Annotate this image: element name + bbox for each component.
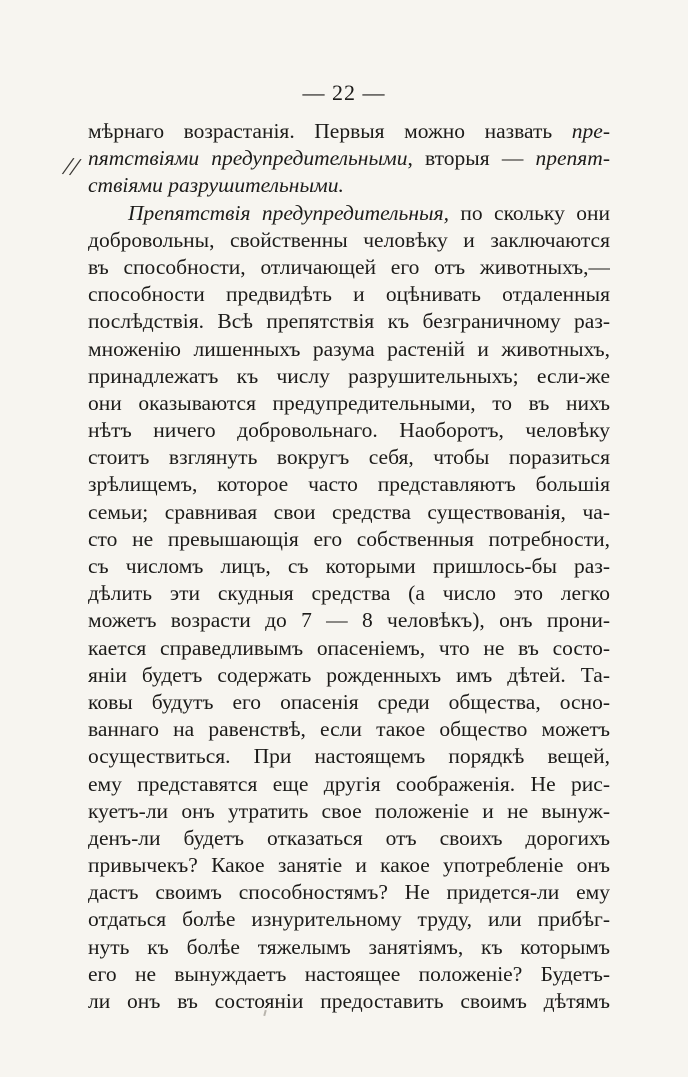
text-line: способности предвидѣть и оцѣнивать отдаленныя [88,282,610,307]
text-line: дастъ своимъ способностямъ? Не придется-ли ему [88,880,610,905]
text-segment: мѣрнаго возрастанія. Первыя можно назвать [88,119,572,143]
text-line: дѣлить эти скудныя средства (а число это легко [88,581,610,606]
page-number: — 22 — [302,80,386,105]
text-line: сто не превышающія его собственныя потребности, [88,526,610,551]
text-line: въ способности, отличающей его отъ животныхъ,— [88,254,610,279]
italic-segment: пре- [571,119,610,143]
text-line: ваннаго на равенствѣ, если такое общество можетъ [88,717,610,742]
text-segment: , вторыя — [407,146,536,171]
text-line: ковы будутъ его опасенія среди общества, осно- [88,689,610,714]
text-line: зрѣлищемъ, которое часто представляютъ большія [88,472,610,497]
text-line: съ числомъ лицъ, съ которыми пришлось-бы раз- [88,554,610,578]
text-line: отдаться болѣе изнурительному труду, или прибѣг- [88,907,610,932]
text-line: множенію лишенныхъ разума растеній и животныхъ, [88,336,610,361]
text-line: куетъ-ли онъ утратить свое положеніе и не вынуж- [88,798,610,823]
text-line: его не вынуждаетъ настоящее положеніе? Будетъ- [88,961,610,986]
text-line: стоитъ взглянуть вокругъ себя, чтобы поразиться [88,445,610,470]
text-line [88,172,610,199]
text-line: можетъ возрасти до 7 — 8 человѣкъ), онъ прони- [88,608,610,633]
italic-segment: пятствіями предупредительными [88,146,408,171]
margin-pencil-mark: // [62,151,81,182]
text-line: ему представятся еще другія соображенія. Не рис- [88,771,610,796]
text-line [88,118,610,145]
italic-segment: препят- [535,146,610,171]
text-line [88,200,610,227]
text-line: ли онъ въ состояніи предоставить своимъ дѣтямъ [88,989,610,1013]
text-line: они оказываются предупредительными, то въ нихъ [88,390,610,415]
text-line: привычекъ? Какое занятіе и какое употребленіе онъ [88,853,610,878]
text-segment: по скольку они [448,200,610,225]
text-line: принадлежатъ къ числу разрушительныхъ; если-же [88,363,610,388]
text-line: денъ-ли будетъ отказаться отъ своихъ дорогихъ [88,825,610,850]
text-line: нѣтъ ничего добровольнаго. Наоборотъ, человѣку [88,418,610,443]
italic-segment: Препятствія предупредительныя, [128,200,449,225]
text-line: яніи будетъ содержать рожденныхъ имъ дѣтей. Та- [88,662,610,687]
text-line: добровольны, свойственны человѣку и заключаются [88,227,610,252]
text-line: нуть къ болѣе тяжелымъ занятіямъ, къ которымъ [88,934,610,959]
text-line: семьи; сравнивая свои средства существованія, ча- [88,499,610,524]
italic-segment: ствіями разрушительными. [88,173,344,198]
text-line [88,145,610,172]
text-line: кается справедливымъ опасеніемъ, что не въ состо- [88,635,610,660]
body-text [88,118,610,1015]
text-line: послѣдствія. Всѣ препятствія къ безграничному раз- [88,309,610,334]
text-line: осуществиться. При настоящемъ порядкѣ вещей, [88,744,610,769]
